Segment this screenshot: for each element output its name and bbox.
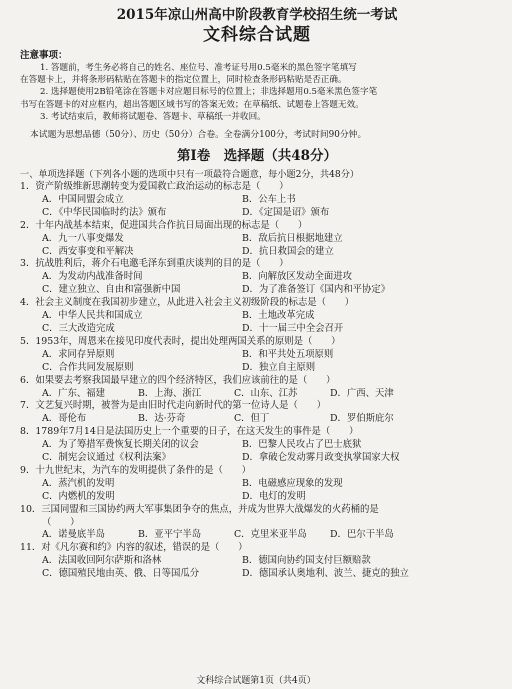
option-b: B．上海、浙江 <box>138 387 202 399</box>
option-group <box>20 310 494 336</box>
notice-heading: 注意事项： <box>20 50 68 61</box>
exam-summary: 本试题为思想品德（50分）、历史（50分）合卷。全卷满分100分，考试时间90分钟。 <box>30 130 367 141</box>
option-c: C．西安事变和平解决 <box>42 245 134 257</box>
option-c: C．建立独立、自由和富强新中国 <box>42 284 181 296</box>
notice-line: 1. 答题前，考生务必将自己的姓名、座位号、准考证号用0.5毫米的黑色签字笔填写 <box>40 63 357 73</box>
question-item <box>20 181 494 220</box>
option-a: A．广东、福建 <box>42 387 106 399</box>
option-c: C．山东、江苏 <box>234 387 298 399</box>
option-group <box>20 349 494 375</box>
option-a: A．法国收回阿尔萨斯和洛林 <box>42 555 162 567</box>
option-a: A．诺曼底半岛 <box>42 529 106 541</box>
option-b: B．敌后抗日根据地建立 <box>242 232 343 244</box>
option-a: A．为了筹措军费恢复长期关闭的议会 <box>42 439 199 451</box>
exam-title: 2015年凉山州高中阶段教育学校招生统一考试 <box>116 7 398 23</box>
option-d: D．为了准备签订《国内和平协定》 <box>242 284 391 296</box>
question-stem: 10．三国同盟和三国协约两大军事集团争夺的焦点，并成为世界大战爆发的火药桶的是 <box>20 503 379 515</box>
option-a: A．中国同盟会成立 <box>42 193 124 205</box>
option-d: D．巴尔干半岛 <box>330 529 394 541</box>
option-b: B．向解放区发动全面进攻 <box>242 271 353 283</box>
section-heading: 第Ⅰ卷 选择题（共48分） <box>176 148 338 165</box>
option-c: C．合作共同发展原则 <box>42 361 134 373</box>
question-stem: 1．资产阶级维新思潮转变为爱国救亡政治运动的标志是（ ） <box>20 181 289 193</box>
option-group <box>20 233 494 259</box>
option-b: B．巴黎人民攻占了巴士底狱 <box>242 439 362 451</box>
option-c: C．德国殖民地由英、俄、日等国瓜分 <box>42 568 200 580</box>
option-b: B．德国向协约国支付巨额赔款 <box>242 555 371 567</box>
notice-line: 3. 考试结束后，教师将试题卷、答题卡、草稿纸一并收回。 <box>40 111 266 122</box>
question-item <box>20 542 494 581</box>
question-stem: 9．十九世纪末，为汽车的发明提供了条件的是（ ） <box>20 464 251 476</box>
part-heading: 一、单项选择题（下列各小题的选项中只有一项最符合题意，每小题2分，共48分） <box>20 169 360 181</box>
option-b: B．亚平宁半岛 <box>138 529 202 541</box>
question-item <box>20 465 494 504</box>
option-d: D．德国承认奥地利、波兰、捷克的独立 <box>242 568 409 580</box>
question-item <box>20 297 494 336</box>
option-a: A．求同存异原则 <box>42 348 115 360</box>
option-c: C．内燃机的发明 <box>42 490 115 502</box>
answer-paren: （ ） <box>42 516 80 528</box>
option-d: D．独立自主原则 <box>242 361 316 373</box>
option-c: C．制宪会议通过《权利法案》 <box>42 452 172 464</box>
question-item <box>20 375 494 401</box>
question-item <box>20 336 494 375</box>
option-c: C．三大改造完成 <box>42 322 115 334</box>
option-b: B．达·芬奇 <box>138 413 186 425</box>
question-stem: 5．1953年，周恩来在接见印度代表时，提出处理两国关系的原则是（ ） <box>20 335 341 347</box>
question-item <box>20 258 494 297</box>
notice-line: 2. 选择题使用2B铅笔涂在答题卡对应题目标号的位置上；非选择题用0.5毫米黑色签字笔 <box>40 87 378 98</box>
option-group <box>20 439 494 465</box>
question-item <box>20 426 494 465</box>
option-a: A．为发动内战准备时间 <box>42 271 143 283</box>
option-d: D．广西、天津 <box>330 387 394 399</box>
notice-block <box>20 62 494 123</box>
question-stem: 4．社会主义制度在我国初步建立，从此进入社会主义初级阶段的标志是（ ） <box>20 297 355 309</box>
option-a: A．哥伦布 <box>42 413 87 425</box>
option-group <box>20 529 494 542</box>
option-d: D．拿破仑发动雾月政变执掌国家大权 <box>242 452 400 464</box>
option-group <box>20 478 494 504</box>
option-c: C．《中华民国临时约法》颁布 <box>42 206 167 218</box>
page-footer: 文科综合试题第1页（共4页） <box>196 676 316 686</box>
option-a: A．中华人民共和国成立 <box>42 310 143 322</box>
option-b: B．和平共处五项原则 <box>242 348 334 360</box>
question-item <box>20 504 494 543</box>
option-group <box>20 413 494 426</box>
option-b: B．公车上书 <box>242 193 296 205</box>
question-stem: 3．抗战胜利后，蒋介石电邀毛泽东到重庆谈判的目的是（ ） <box>20 258 289 270</box>
option-group <box>20 194 494 220</box>
question-item <box>20 220 494 259</box>
option-d: D．抗日救国会的建立 <box>242 245 334 257</box>
option-b: B．土地改革完成 <box>242 310 315 322</box>
exam-subtitle: 文科综合试题 <box>203 25 311 45</box>
option-a: A．九一八事变爆发 <box>42 232 124 244</box>
option-d: D．罗伯斯庇尔 <box>330 413 394 425</box>
option-c: C．但丁 <box>234 413 270 425</box>
question-list <box>20 181 494 581</box>
question-stem: 8．1789年7月14日是法国历史上一个重要的日子，在这天发生的事件是（ ） <box>20 426 359 438</box>
question-stem: 7．文艺复兴时期，被誉为是由旧时代走向新时代的第一位诗人是（ ） <box>20 400 326 412</box>
option-group <box>20 271 494 297</box>
question-stem: 2．十年内战基本结束，促进国共合作抗日局面出现的标志是（ ） <box>20 219 308 231</box>
notice-line: 在答题卡上，并将条形码粘贴在答题卡的指定位置上，同时检查条形码粘贴是否正确。 <box>20 75 347 86</box>
option-c: C．克里米亚半岛 <box>234 529 307 541</box>
option-d: D．《定国是诏》颁布 <box>242 206 330 218</box>
option-d: D．电灯的发明 <box>242 490 306 502</box>
option-a: A．蒸汽机的发明 <box>42 477 115 489</box>
notice-line: 书写在答题卡的对应框内，超出答题区域书写的答案无效；在草稿纸、试题卷上答题无效。 <box>20 99 364 110</box>
option-group <box>20 555 494 581</box>
option-group <box>20 388 494 401</box>
question-stem: 6．如果要去考察我国最早建立的四个经济特区，我们应该前往的是（ ） <box>20 374 336 386</box>
question-stem: 11．对《凡尔赛和约》内容的叙述，错误的是（ ） <box>20 542 248 554</box>
option-b: B．电磁感应现象的发现 <box>242 477 343 489</box>
option-d: D．十一届三中全会召开 <box>242 322 344 334</box>
question-item <box>20 400 494 426</box>
